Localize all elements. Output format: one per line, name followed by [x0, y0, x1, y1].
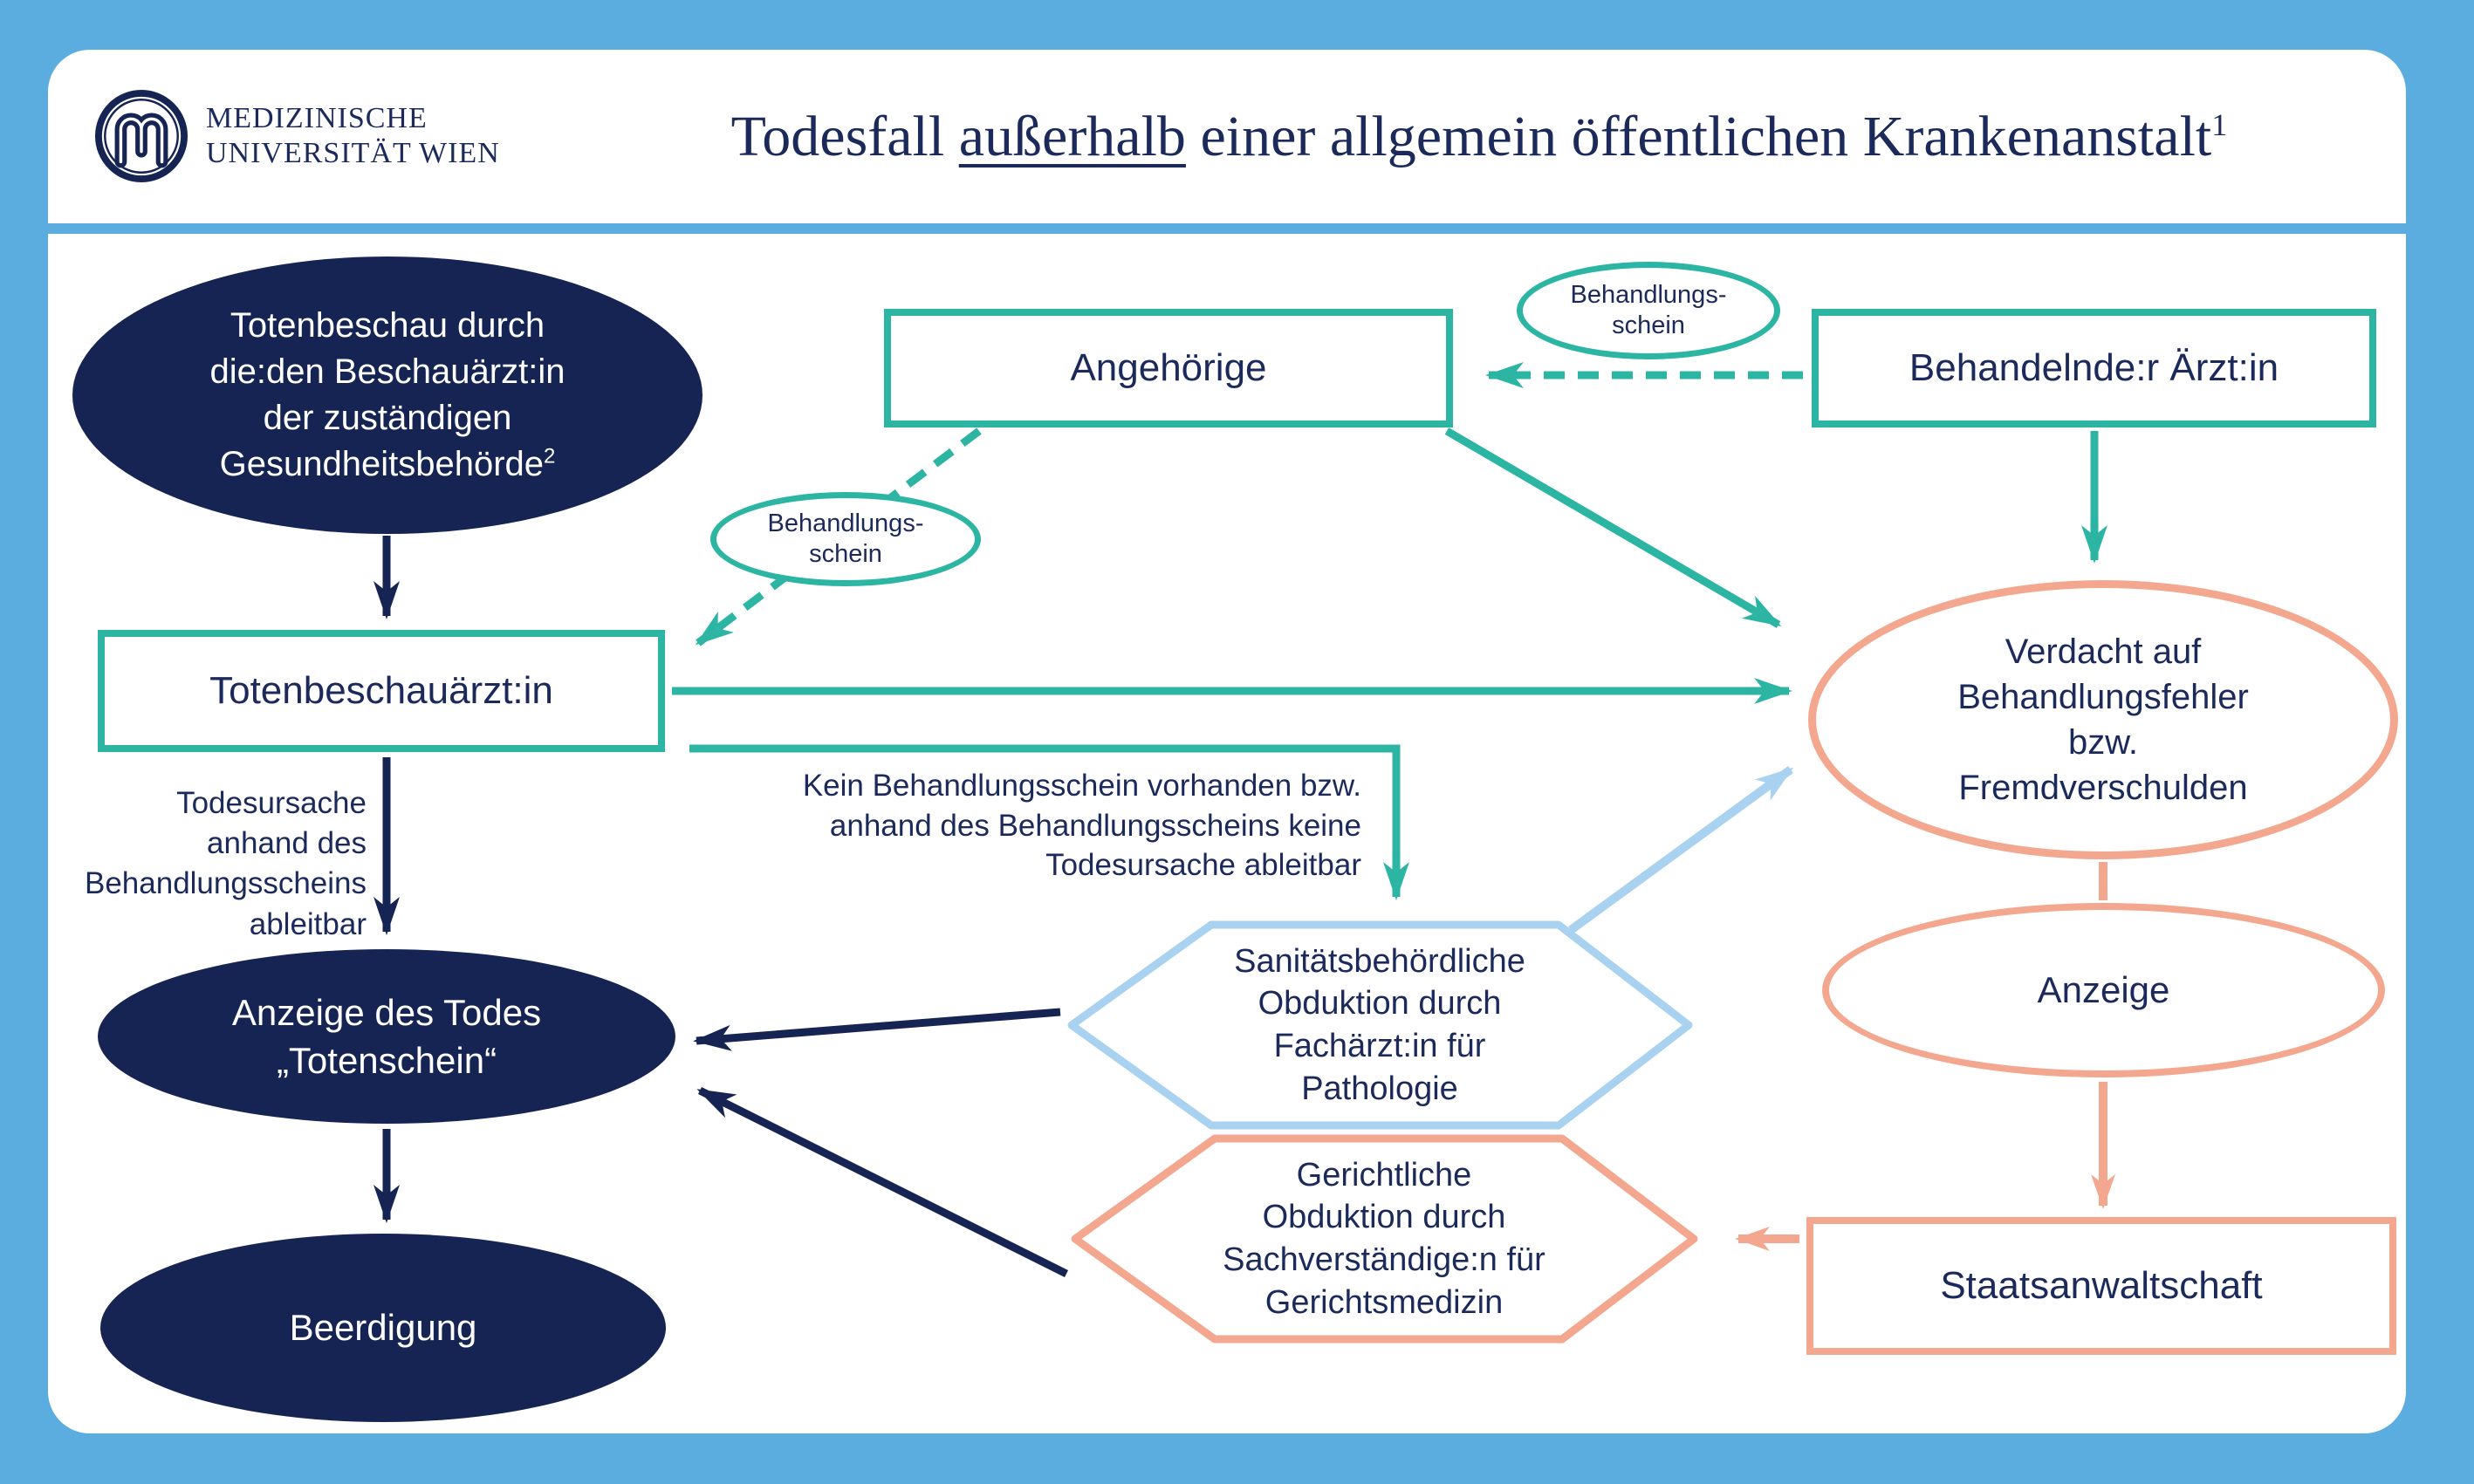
arrow-gerichtsmedizin-to-anzeige-todes: [700, 1091, 1066, 1274]
node-behandlungsschein-top: Behandlungs- schein: [1517, 262, 1780, 359]
node-behandelnder-arzt: Behandelnde:r Ärzt:in: [1812, 309, 2376, 427]
node-obduktion-pathologie: Sanitätsbehördliche Obduktion durch Fachärzt:in für Pathologie: [1234, 942, 1525, 1107]
arrow-angehoerige-to-verdacht: [1447, 431, 1778, 625]
page-title: Todesfall außerhalb einer allgemein öffentlichen Krankenanstalt$^1$: [730, 105, 2228, 168]
node-angehoerige: Angehörige: [884, 309, 1453, 427]
node-staatsanwaltschaft: Staatsanwaltschaft: [1806, 1217, 2396, 1355]
node-verdacht: Verdacht auf Behandlungsfehler bzw. Fremdverschulden: [1808, 580, 2398, 859]
label-todesursache: Todesursache anhand des Behandlungsscheins ableitbar: [84, 786, 367, 941]
node-behandlungsschein-left: Behandlungs- schein: [710, 492, 981, 586]
node-totenbeschauaerztin: Totenbeschauärzt:in: [98, 630, 665, 752]
muw-logo-icon: [94, 89, 188, 183]
arrow-pathologie-to-anzeige-todes: [696, 1012, 1060, 1041]
node-beerdigung: Beerdigung: [100, 1234, 666, 1422]
label-kein-behandlungsschein: Kein Behandlungsschein vorhanden bzw. anhand des Behandlungsscheins keine Todesursache ableitbar: [802, 769, 1361, 882]
node-anzeige: Anzeige: [1822, 903, 2385, 1077]
node-obduktion-gerichtsmedizin: Gerichtliche Obduktion durch Sachverständige:n für Gerichtsmedizin: [1223, 1156, 1545, 1321]
arrow-pathologie-to-verdacht: [1571, 769, 1791, 930]
node-anzeige-todes: Anzeige des Todes „Totenschein“: [98, 949, 675, 1124]
logo-wordmark: MEDIZINISCHE UNIVERSITÄT WIEN: [206, 101, 500, 169]
logo: [94, 89, 500, 183]
node-totenbeschau: Totenbeschau durch die:den Beschauärzt:in der zuständigen Gesundheitsbehörde$^2$: [72, 256, 702, 534]
